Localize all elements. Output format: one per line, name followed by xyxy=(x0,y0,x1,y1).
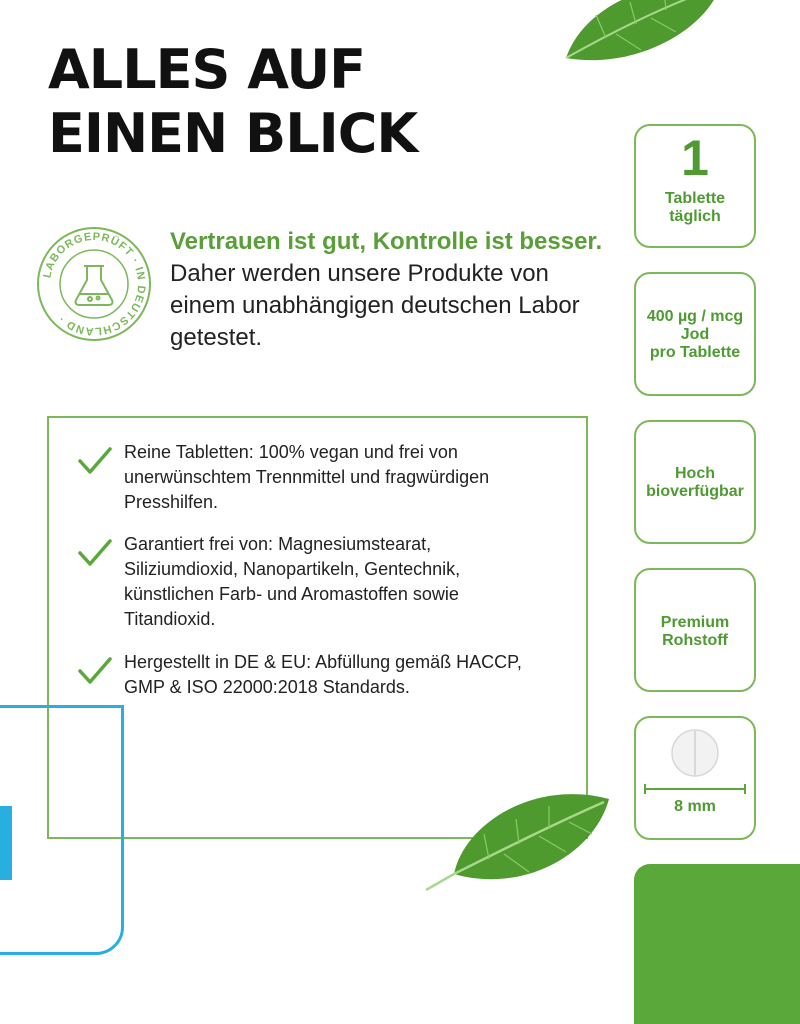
card-iodine-amount xyxy=(634,272,756,396)
card-premium xyxy=(634,568,756,692)
card-iodine-line3: pro Tablette xyxy=(649,344,741,361)
card-bioavailable-line2: bioverfügbar xyxy=(646,483,744,500)
intro-body: Daher werden unsere Produkte von einem unabhängigen deutschen Labor getestet. xyxy=(170,260,580,351)
card-daily-dose xyxy=(634,124,756,248)
feature-item-3: Hergestellt in DE & EU: Abfüllung gemäß HACCP, GMP & ISO 22000:2018 Standards. xyxy=(124,652,522,697)
lab-tested-badge xyxy=(36,226,152,342)
card-tablet-size-label: 8 mm xyxy=(674,798,716,815)
green-corner-decoration xyxy=(634,864,800,1024)
flask-icon xyxy=(76,266,113,305)
size-measure-line xyxy=(643,784,747,794)
card-premium-line2: Rohstoff xyxy=(662,632,728,649)
card-tablet-size xyxy=(634,716,756,840)
page-title-line1: ALLES AUF xyxy=(48,38,366,101)
card-iodine-line1: 400 µg / mcg xyxy=(646,308,744,325)
card-iodine-line2: Jod xyxy=(680,326,710,343)
feature-item-1: Reine Tabletten: 100% vegan und frei von unerwünschtem Trennmittel und fragwürdigen Presshilfen. xyxy=(124,442,490,512)
leaf-bottom-icon xyxy=(424,784,614,894)
leaf-top-icon xyxy=(556,0,726,70)
check-icon xyxy=(78,538,112,568)
intro-text xyxy=(170,226,610,354)
card-daily-dose-line1: Tablette xyxy=(664,190,726,207)
badge-text: LABORGEPRÜFT · IN DEUTSCHLAND · xyxy=(41,230,148,338)
tablet-icon xyxy=(670,728,720,778)
card-daily-dose-number: 1 xyxy=(681,130,709,186)
check-icon xyxy=(78,446,112,476)
card-daily-dose-line2: täglich xyxy=(669,208,721,225)
feature-item-2: Garantiert frei von: Magnesiumstearat, Siliziumdioxid, Nanopartikeln, Gentechnik, künstlichen Farb- und Aromastoffen sowie Titandioxid. xyxy=(124,534,461,629)
page-title-line2: EINEN BLICK xyxy=(48,102,418,165)
blue-bar-decoration xyxy=(0,806,12,880)
page-title xyxy=(48,38,417,166)
card-bioavailable-line1: Hoch xyxy=(675,465,715,482)
card-bioavailable xyxy=(634,420,756,544)
intro-headline: Vertrauen ist gut, Kontrolle ist besser. xyxy=(170,228,603,255)
check-icon xyxy=(78,656,112,686)
svg-text:LABORGEPRÜFT · IN DEUTSCHLAND xyxy=(41,231,147,337)
card-premium-line1: Premium xyxy=(660,614,730,631)
blue-frame-decoration xyxy=(0,705,124,955)
